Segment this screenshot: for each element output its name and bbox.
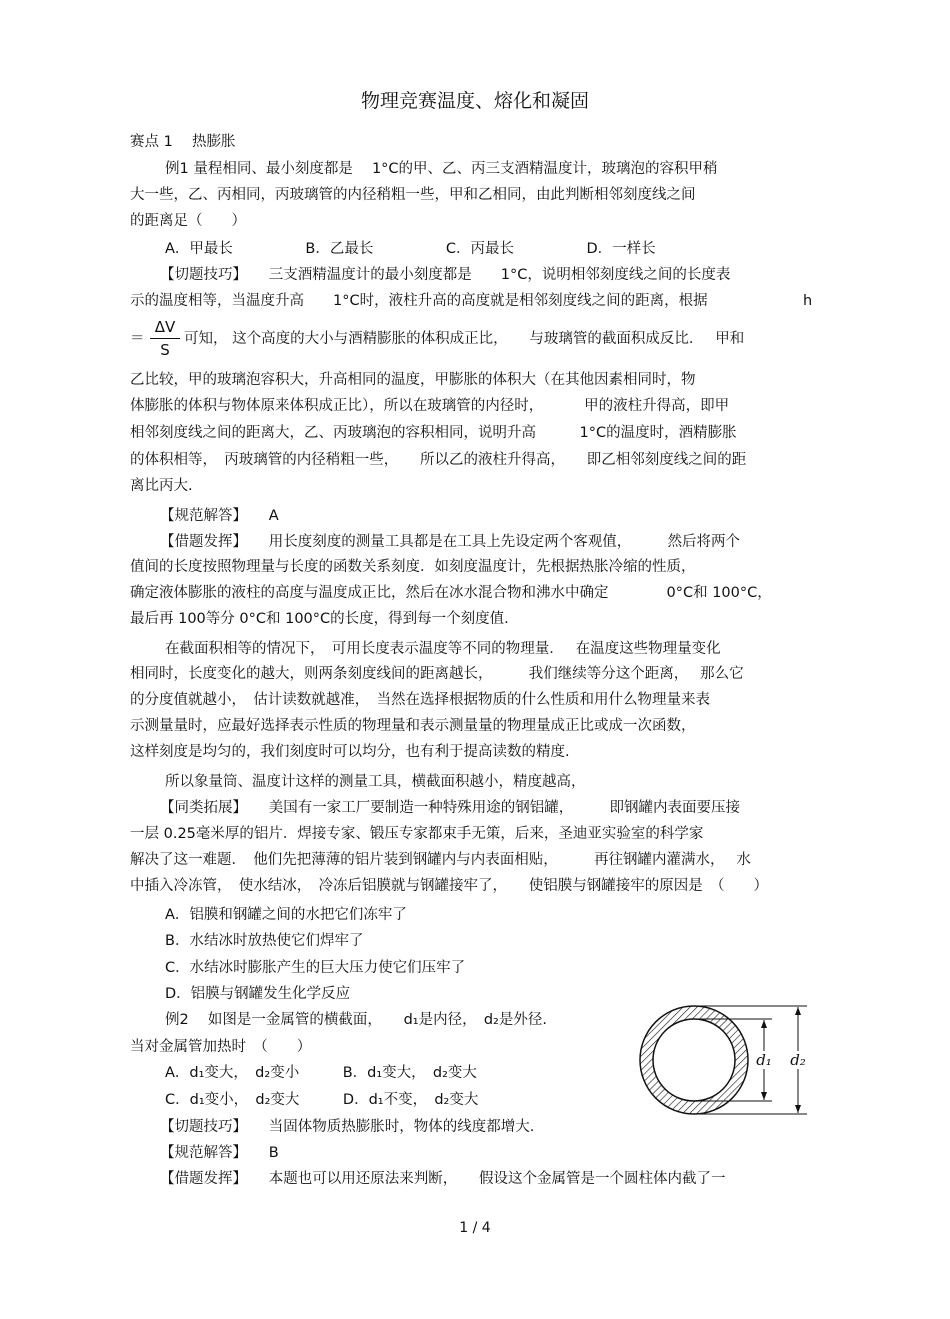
text-line: h (803, 293, 813, 309)
text-line: 离比丙大. (130, 478, 193, 494)
text-line: 示的温度相等，当温度升高 1°C时，液柱升高的高度就是相邻刻度线之间的距离，根据 (130, 293, 708, 309)
text-line: B．水结冰时放热使它们焊牢了 (165, 933, 364, 949)
text-line: 【切题技巧】 当固体物质热膨胀时，物体的线度都增大. (160, 1119, 535, 1135)
text-line: 的体积相等， 丙玻璃管的内径稍粗一些， 所以乙的液柱升得高， 即乙相邻刻度线之间的距 (130, 452, 747, 468)
formula-numerator: ΔV (154, 318, 176, 336)
text-line: 【借题发挥】 本题也可以用还原法来判断， 假设这个金属管是一个圆柱体内截了一 (160, 1171, 726, 1187)
text-line: 【切题技巧】 三支酒精温度计的最小刻度都是 1°C，说明相邻刻度线之间的长度表 (160, 267, 731, 283)
text-line: 的分度值就越小， 估计读数就越准， 当然在选择根据物质的什么性质和用什么物理量来表 (130, 692, 710, 708)
text-line: 的距离足（ ） (130, 213, 246, 229)
tube-inner-bore (653, 1019, 735, 1101)
text-line: 在截面积相等的情况下， 可用长度表示温度等不同的物理量． 在温度这些物理量变化 (165, 641, 721, 657)
d2-arrow-top (795, 1007, 801, 1015)
text-line: 值间的长度按照物理量与长度的函数关系刻度．如刻度温度计，先根据热胀冷缩的性质， (130, 559, 696, 575)
text-line: 相邻刻度线之间的距离大，乙、丙玻璃泡的容积相同，说明升高 1°C的温度时，酒精膨胀 (130, 425, 737, 441)
text-line: 示测量量时，应最好选择表示性质的物理量和表示测量量的物理量成正比或成一次函数， (130, 718, 696, 734)
text-line: 当对金属管加热时 （ ） (130, 1039, 312, 1055)
text-line: A．甲最长 B．乙最长 C．丙最长 D．一样长 (165, 241, 656, 257)
formula-denominator: S (160, 341, 170, 359)
d1-label: d₁ (756, 1051, 772, 1069)
text-line: 一层 0.25毫米厚的铝片．焊接专家、锻压专家都束手无策，后来，圣迪亚实验室的科学家 (130, 826, 704, 842)
text-line: 大一些，乙、丙相同，丙玻璃管的内径稍粗一些，甲和乙相同，由此判断相邻刻度线之间 (130, 187, 696, 203)
d1-arrow-top (761, 1020, 767, 1028)
text-line: 【规范解答】 B (160, 1145, 279, 1161)
text-line: 确定液体膨胀的液柱的高度与温度成正比，然后在冰水混合物和沸水中确定 0°C和 100°C， (130, 585, 772, 601)
page-number: 1 / 4 (459, 1220, 491, 1236)
metal-tube-cross-section-figure (632, 1001, 812, 1119)
text-line: A．铝膜和钢罐之间的水把它们冻牢了 (165, 907, 407, 923)
d1-arrow-bottom (761, 1092, 767, 1100)
text-line: 中插入冷冻管， 使水结冰， 冷冻后铝膜就与钢罐接牢了， 使铝膜与钢罐接牢的原因是 （ ） (130, 878, 768, 894)
text-line: 【同类拓展】 美国有一家工厂要制造一种特殊用途的钢铝罐， 即钢罐内表面要压接 (160, 800, 740, 816)
text-line: 这样刻度是均匀的，我们刻度时可以均分，也有利于提高读数的精度. (130, 744, 570, 760)
text-line: D．铝膜与钢罐发生化学反应 (165, 986, 351, 1002)
text-line: 赛点 1 热膨胀 (130, 134, 236, 150)
text-line: C．水结冰时膨胀产生的巨大压力使它们压牢了 (165, 960, 466, 976)
text-line: 所以象量筒、温度计这样的测量工具，横截面积越小，精度越高， (165, 774, 586, 790)
text-line: 例2 如图是一金属管的横截面， d₁是内径， d₂是外径. (165, 1012, 547, 1028)
text-line: 相同时，长度变化的越大，则两条刻度线间的距离越长， 我们继续等分这个距离， 那么它 (130, 666, 744, 682)
text-line: 体膨胀的体积与物体原来体积成正比），所以在玻璃管的内径时， 甲的液柱升得高，即甲 (130, 398, 730, 414)
text-line: 可知， 这个高度的大小与酒精膨胀的体积成正比， 与玻璃管的截面积成反比． 甲和 (184, 331, 745, 347)
formula-fraction (150, 318, 180, 359)
text-line: 最后再 100等分 0°C和 100°C的长度，得到每一个刻度值. (130, 611, 509, 627)
text-line: 例1 量程相同、最小刻度都是 1°C的甲、乙、丙三支酒精温度计，玻璃泡的容积甲稍 (165, 161, 718, 177)
text-line: C．d₁变小， d₂变大 D．d₁不变， d₂变大 (165, 1092, 479, 1108)
text-line: 【借题发挥】 用长度刻度的测量工具都是在工具上先设定两个客观值， 然后将两个 (160, 534, 740, 550)
text-line: 解决了这一难题． 他们先把薄薄的铝片装到钢罐内与内表面相贴， 再往钢罐内灌满水， 水 (130, 852, 751, 868)
fraction-bar (150, 338, 180, 339)
text-line: A．d₁变大， d₂变小 B．d₁变大， d₂变大 (165, 1065, 477, 1081)
d2-arrow-bottom (795, 1105, 801, 1113)
d2-label: d₂ (790, 1051, 806, 1069)
text-line: ＝ (130, 331, 145, 347)
text-line: 乙比较，甲的玻璃泡容积大，升高相同的温度，甲膨胀的体积大（在其他因素相同时，物 (130, 372, 696, 388)
document-title: 物理竞赛温度、熔化和凝固 (360, 90, 589, 112)
text-line: 【规范解答】 A (160, 508, 279, 524)
